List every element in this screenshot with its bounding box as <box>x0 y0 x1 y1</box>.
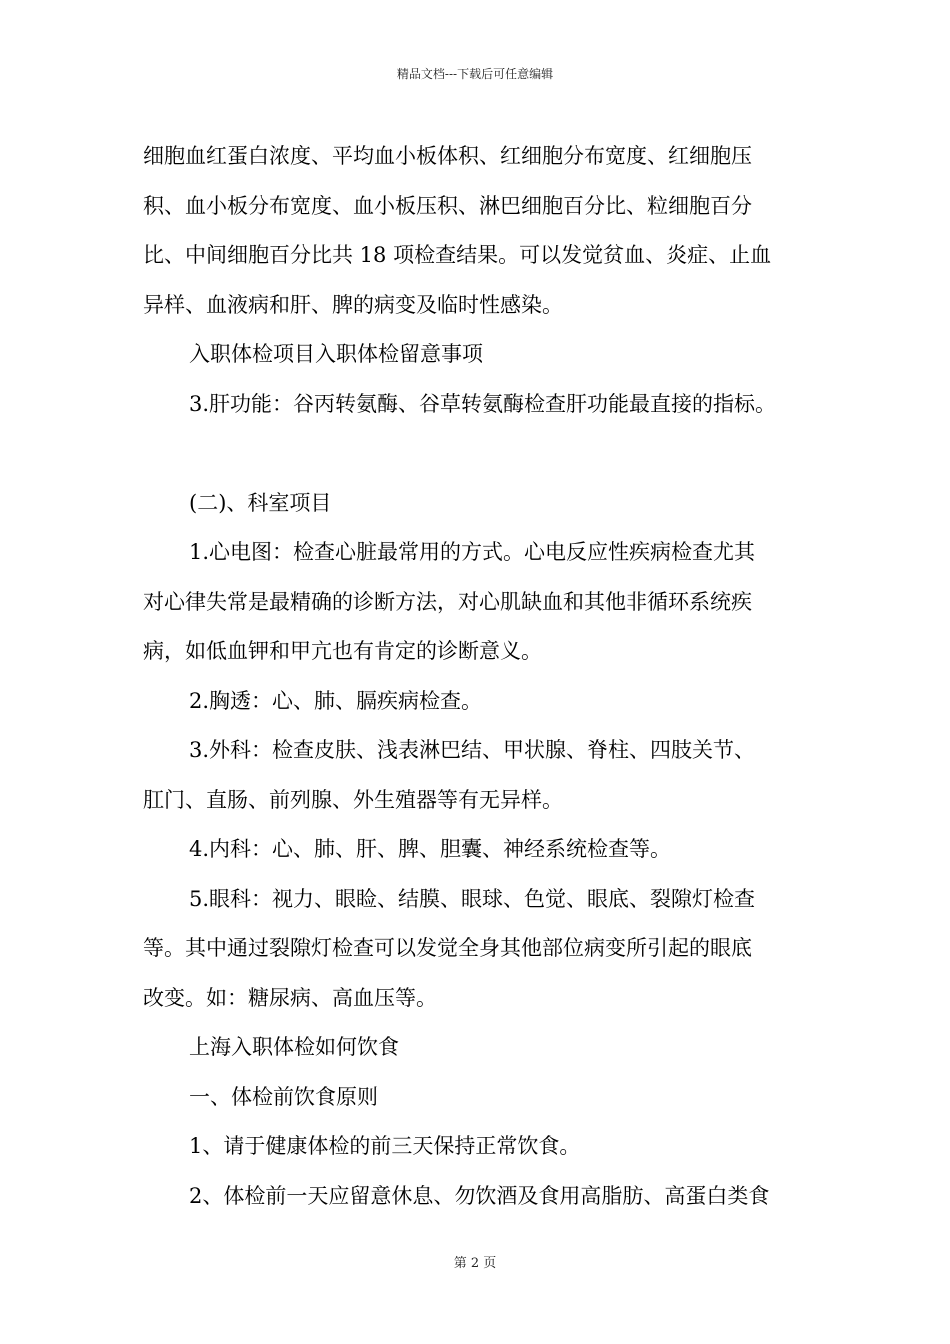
text-line: (二)、科室项目 <box>189 490 332 515</box>
page-header: 精品文档---下载后可任意编辑 <box>396 67 554 81</box>
paragraph-ecg <box>143 528 823 677</box>
text-line: 1.心电图：检查心脏最常用的方式。心电反应性疾病检查尤其 <box>189 540 756 564</box>
text-line: 上海入职体检如何饮食 <box>189 1035 399 1059</box>
section-heading-departments <box>143 479 823 529</box>
text-line: 5.眼科：视力、眼睑、结膜、眼球、色觉、眼底、裂隙灯检查 <box>189 886 756 911</box>
text-line: 入职体检项目入职体检留意事项 <box>189 342 483 366</box>
text-line: 3.外科：检查皮肤、浅表淋巴结、甲状腺、脊柱、四肢关节、 <box>189 738 756 762</box>
section-heading-notes <box>143 330 823 380</box>
text-line: 细胞血红蛋白浓度、平均血小板体积、红细胞分布宽度、红细胞压 <box>143 144 752 168</box>
paragraph-blood-routine <box>143 132 823 330</box>
page-number: 第 2 页 <box>453 1256 497 1271</box>
text-line: 积、血小板分布宽度、血小板压积、淋巴细胞百分比、粒细胞百分 <box>143 193 752 218</box>
text-line: 异样、血液病和肝、脾的病变及临时性感染。 <box>143 292 563 317</box>
paragraph-liver-function <box>143 380 823 430</box>
text-line: 等。其中通过裂隙灯检查可以发觉全身其他部位病变所引起的眼底 <box>143 936 752 960</box>
paragraph-internal-medicine <box>143 825 823 875</box>
text-line: 病，如低血钾和甲亢也有肯定的诊断意义。 <box>143 639 542 663</box>
paragraph-diet-item-1 <box>143 1122 823 1172</box>
text-line: 对心律失常是最精确的诊断方法，对心肌缺血和其他非循环系统疾 <box>143 589 752 614</box>
text-line: 3.肝功能：谷丙转氨酶、谷草转氨酶检查肝功能最直接的指标。 <box>189 391 777 416</box>
document-body <box>143 132 823 1221</box>
paragraph-diet-item-2 <box>143 1172 823 1222</box>
paragraph-surgery <box>143 726 823 825</box>
text-line: 比、中间细胞百分比共 18 项检查结果。可以发觉贫血、炎症、止血 <box>143 243 772 267</box>
paragraph-ophthalmology <box>143 875 823 1024</box>
text-line: 一、体检前饮食原则 <box>189 1084 378 1109</box>
text-line: 4.内科：心、肺、肝、脾、胆囊、神经系统检查等。 <box>189 837 672 861</box>
text-line: 1、请于健康体检的前三天保持正常饮食。 <box>189 1134 581 1158</box>
text-line: 改变。如：糖尿病、高血压等。 <box>143 985 437 1010</box>
text-line: 2、体检前一天应留意休息、勿饮酒及食用高脂肪、高蛋白类食 <box>189 1183 770 1208</box>
section-heading-diet <box>143 1023 823 1073</box>
section-heading-diet-principles <box>143 1073 823 1123</box>
text-line: 肛门、直肠、前列腺、外生殖器等有无异样。 <box>143 787 563 812</box>
blank-line <box>143 429 823 479</box>
paragraph-chest-xray <box>143 677 823 727</box>
text-line: 2.胸透：心、肺、膈疾病检查。 <box>189 688 483 713</box>
